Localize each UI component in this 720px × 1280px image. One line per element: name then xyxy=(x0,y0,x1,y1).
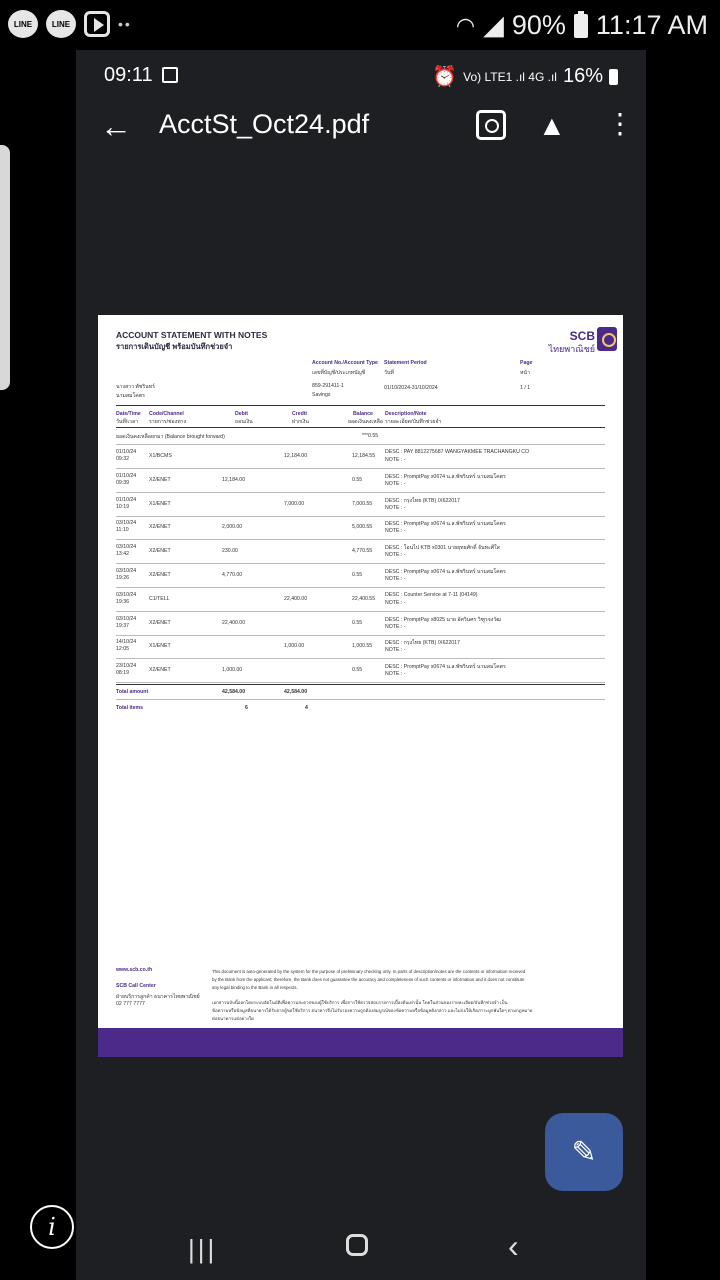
row-date: 03/10/24 xyxy=(116,520,137,527)
row-code: X2/ENET xyxy=(149,667,171,674)
total-items-debit: 6 xyxy=(245,705,248,711)
divider xyxy=(116,405,605,406)
row-balance: 0.55 xyxy=(352,572,363,578)
account-label-th: เลขที่บัญชี/ประเภทบัญชี xyxy=(312,370,366,376)
col-credit-th: ฝากเงิน xyxy=(292,419,309,425)
customer-name: นางสาว พัชรินทร์ xyxy=(116,384,155,390)
row-note: NOTE : - xyxy=(385,647,406,654)
total-items-credit: 4 xyxy=(305,705,308,711)
back-arrow-icon[interactable]: ← xyxy=(100,108,132,144)
page-label: Page xyxy=(520,360,533,366)
row-description: DESC : กรุงไทย (KTB) /X622017 xyxy=(385,497,460,504)
footer-phone: 02 777 7777 xyxy=(116,1001,145,1007)
row-time: 08:19 xyxy=(116,670,129,677)
row-time: 13:42 xyxy=(116,551,129,558)
inner-status-bar xyxy=(76,50,646,100)
statement-title: ACCOUNT STATEMENT WITH NOTES xyxy=(116,330,268,340)
col-code: Code/Channel xyxy=(149,411,184,417)
gallery-icon xyxy=(162,67,178,83)
row-credit: 12,184.00 xyxy=(284,453,308,459)
row-description: DESC : PromptPay x0674 น.ส.พัชรินทร์ นามสมโคตร xyxy=(385,664,506,671)
disclaimer-line: by the Bank from the applicant; therefore, the Bank does not guarantee the accuracy and completeness of such contents or information and it does not constitute xyxy=(212,977,525,982)
play-icon xyxy=(84,11,110,37)
more-options-icon[interactable]: ⋮ xyxy=(606,108,634,139)
total-amount-label: Total amount xyxy=(116,689,149,695)
edit-fab[interactable] xyxy=(545,1113,623,1191)
inner-clock: 09:11 xyxy=(104,64,153,86)
row-divider xyxy=(116,611,605,612)
total-items-label: Total items xyxy=(116,705,143,711)
wifi-icon: ◠ xyxy=(455,12,476,38)
page-number: 1 / 1 xyxy=(520,385,531,391)
statement-period: 01/10/2024-31/10/2024 xyxy=(384,385,438,391)
row-time: 19:26 xyxy=(116,575,129,581)
row-code: X2/ENET xyxy=(149,572,171,578)
row-time: 09:32 xyxy=(116,456,129,462)
inner-battery-icon xyxy=(609,69,618,85)
row-divider xyxy=(116,492,605,493)
row-debit: 12,184.00 xyxy=(222,476,246,483)
row-divider xyxy=(116,587,605,588)
row-time: 11:10 xyxy=(116,527,129,534)
row-note: NOTE : - xyxy=(385,599,406,606)
row-date: 01/10/24 xyxy=(116,496,137,503)
info-button[interactable]: i xyxy=(30,1205,74,1249)
account-number: 859-291411-1 xyxy=(312,383,344,389)
account-label: Account No./Account Type xyxy=(312,360,378,366)
row-balance: 22,400.55 xyxy=(352,595,376,602)
row-code: X1/BCMS xyxy=(149,453,172,459)
row-divider xyxy=(116,468,605,469)
network-indicator: Vo) LTE1 .ıl 4G .ıl xyxy=(463,69,557,84)
total-credit: 42,584.00 xyxy=(284,689,308,695)
row-debit: 4,770.00 xyxy=(222,572,243,578)
row-code: X1/ENET xyxy=(149,643,171,650)
row-date: 03/10/24 xyxy=(116,615,137,622)
row-debit: 22,400.00 xyxy=(222,619,246,626)
divider xyxy=(116,444,605,445)
period-label-th: วันที่ xyxy=(384,370,394,376)
row-description: DESC : Counter Service at 7-11 (04149) xyxy=(385,591,478,598)
footer-service-th: ฝ่ายบริการลูกค้า ธนาคารไทยพาณิชย์ xyxy=(116,994,200,1000)
navigation-bar xyxy=(76,1200,646,1280)
row-code: X2/ENET xyxy=(149,476,171,483)
app-bar xyxy=(76,100,646,156)
disclaimer-th-line: เอกสารฉบับนี้ออกโดยระบบอัตโนมัติเพื่อความสะดวกของผู้ใช้บริการ เพื่อการใช้ตรวจสอบรายการเบื้องต้นเท่านั้น โดยในส่วนของรายละเอียด/บันทึกช่วยจำ เป็น xyxy=(212,1000,508,1005)
screen-recording-frame xyxy=(76,50,646,1280)
row-note: NOTE : - xyxy=(385,623,406,630)
col-debit: Debit xyxy=(235,411,248,417)
row-balance: 0.55 xyxy=(352,619,363,626)
row-note: NOTE : - xyxy=(385,504,406,511)
row-note: NOTE : - xyxy=(385,480,406,487)
row-note: NOTE : - xyxy=(385,576,406,582)
col-credit: Credit xyxy=(292,411,307,417)
system-status-bar xyxy=(0,0,720,50)
row-balance: 0.55 xyxy=(352,667,363,674)
row-note: NOTE : - xyxy=(385,552,406,559)
page-label-th: หน้า xyxy=(520,370,530,376)
disclaimer-line: any legal binding to the Bank in all respects. xyxy=(212,985,298,990)
row-description: DESC : โอนไป KTB x0301 นายยุทธศักดิ์ จันทะศีใส xyxy=(385,545,500,552)
col-date: Date/Time xyxy=(116,411,141,417)
row-balance: 5,000.55 xyxy=(352,524,373,531)
row-description: DESC : PromptPay x0674 น.ส.พัชรินทร์ นามสมโคตร xyxy=(385,521,506,528)
scb-logo: SCB xyxy=(569,329,595,343)
nav-back-button[interactable]: ‹ xyxy=(508,1228,519,1264)
row-divider xyxy=(116,635,605,636)
row-time: 19:37 xyxy=(116,622,129,629)
row-code: C1/TELL xyxy=(149,595,170,602)
footer-call-center: SCB Call Center xyxy=(116,983,156,989)
line-app-icon: LINE xyxy=(46,10,76,38)
disclaimer-th-line: ต่อธนาคารแต่อย่างใด xyxy=(212,1016,254,1021)
col-balance-th: ยอดเงินคงเหลือ xyxy=(348,419,383,425)
customer-surname: นามสมโคตร xyxy=(116,393,145,399)
divider xyxy=(116,427,605,428)
row-divider xyxy=(116,516,605,517)
row-balance: 4,770.55 xyxy=(352,548,373,555)
row-time: 09:39 xyxy=(116,479,129,486)
col-debit-th: ถอนเงิน xyxy=(235,419,253,425)
save-to-drive-icon[interactable]: ▲ xyxy=(538,110,566,141)
col-description: Description/Note xyxy=(385,411,427,417)
row-code: X1/ENET xyxy=(149,500,171,507)
signal-icon: ◢ xyxy=(483,10,504,40)
row-description: DESC : PromptPay x8025 นาย อัศวินศร วิฑูรจงวัฒ xyxy=(385,616,501,623)
row-date: 01/10/24 xyxy=(116,472,137,479)
divider xyxy=(116,684,605,685)
col-code-th: รายการ/ช่องทาง xyxy=(149,419,187,425)
footer-band xyxy=(98,1028,623,1057)
col-balance: Balance xyxy=(353,411,373,417)
scb-emblem-icon xyxy=(597,327,617,351)
row-balance: 7,000.55 xyxy=(352,500,373,507)
row-divider xyxy=(116,658,605,659)
total-debit: 42,584.00 xyxy=(222,689,246,695)
row-date: 14/10/24 xyxy=(116,639,137,646)
divider xyxy=(116,699,605,700)
row-balance: 1,000.55 xyxy=(352,643,373,650)
disclaimer-line: This document is auto-generated by the system for the purpose of preliminary checking only. In parts of description/notes are the contents or information received xyxy=(212,969,526,974)
row-code: X2/ENET xyxy=(149,619,171,626)
balance-forward-label: ยอดเงินคงเหลือยกมา (Balance brought forward) xyxy=(116,434,225,440)
row-debit: 1,000.00 xyxy=(222,667,243,674)
pen-icon: ✎ xyxy=(571,1135,597,1169)
col-date-th: วันที่/เวลา xyxy=(116,419,139,425)
row-date: 01/10/24 xyxy=(116,449,137,455)
footer-website: www.scb.co.th xyxy=(116,967,153,973)
row-description: DESC : PromptPay x0674 น.ส.พัชรินทร์ นามสมโคตร xyxy=(385,473,506,480)
search-in-document-icon[interactable] xyxy=(476,110,506,140)
row-note: NOTE : - xyxy=(385,528,406,535)
disclaimer-th-line: ข้อความหรือข้อมูลที่ธนาคารได้รับจากผู้ขอใช้บริการ ธนาคารจึงไม่รับรองความถูกต้องสมบูรณ์ของข้อความหรือข้อมูลดังกล่าว และไม่ก่อให้เกิดภาระผูกพันใดๆ ตามกฎหมาย xyxy=(212,1008,533,1013)
row-credit: 22,400.00 xyxy=(284,595,308,602)
row-divider xyxy=(116,539,605,540)
row-date: 03/10/24 xyxy=(116,591,137,598)
row-date: 03/10/24 xyxy=(116,568,137,574)
account-type: Savings xyxy=(312,392,331,398)
col-description-th: รายละเอียด/บันทึกช่วยจำ xyxy=(385,419,442,425)
row-note: NOTE : - xyxy=(385,671,406,678)
row-time: 12:05 xyxy=(116,646,129,653)
row-code: X2/ENET xyxy=(149,548,171,555)
row-time: 19:36 xyxy=(116,598,129,605)
row-credit: 7,000.00 xyxy=(284,500,305,507)
row-debit: 2,000.00 xyxy=(222,524,243,531)
row-date: 23/10/24 xyxy=(116,663,137,670)
row-date: 03/10/24 xyxy=(116,544,137,551)
statement-title-th: รายการเดินบัญชี พร้อมบันทึกช่วยจำ xyxy=(116,342,233,351)
battery-percent: 90% xyxy=(511,10,566,40)
row-description: DESC : PAY 8812275687 WANGYAKMEE TRACHANGKU CO xyxy=(385,449,530,455)
row-description: DESC : กรุงไทย (KTB) /X622017 xyxy=(385,640,460,647)
home-button[interactable] xyxy=(346,1234,368,1256)
line-app-icon: LINE xyxy=(8,10,38,38)
inner-battery-percent: 16% xyxy=(562,65,603,87)
pdf-page xyxy=(98,315,623,1057)
battery-icon xyxy=(574,14,588,38)
balance-forward-value: ***0.55 xyxy=(362,433,379,439)
document-title: AcctSt_Oct24.pdf xyxy=(159,109,370,139)
scb-logo-th: ไทยพาณิชย์ xyxy=(548,344,595,354)
row-description: DESC : PromptPay x0674 น.ส.พัชรินทร์ นามสมโคตร xyxy=(385,569,506,575)
row-divider xyxy=(116,563,605,564)
row-note: NOTE : - xyxy=(385,457,406,463)
row-code: X2/ENET xyxy=(149,524,171,531)
row-time: 10:19 xyxy=(116,503,129,510)
alarm-icon: ⏰ xyxy=(432,66,458,88)
row-balance: 0.55 xyxy=(352,476,363,483)
more-notifications-icon: •• xyxy=(118,16,132,32)
row-debit: 230.00 xyxy=(222,548,238,555)
row-balance: 12,184.55 xyxy=(352,453,376,459)
row-credit: 1,000.00 xyxy=(284,643,305,650)
period-label: Statement Period xyxy=(384,360,427,366)
clock: 11:17 AM xyxy=(595,10,708,40)
recent-apps-button[interactable]: ||| xyxy=(188,1234,218,1264)
edge-panel-handle[interactable] xyxy=(0,145,10,390)
